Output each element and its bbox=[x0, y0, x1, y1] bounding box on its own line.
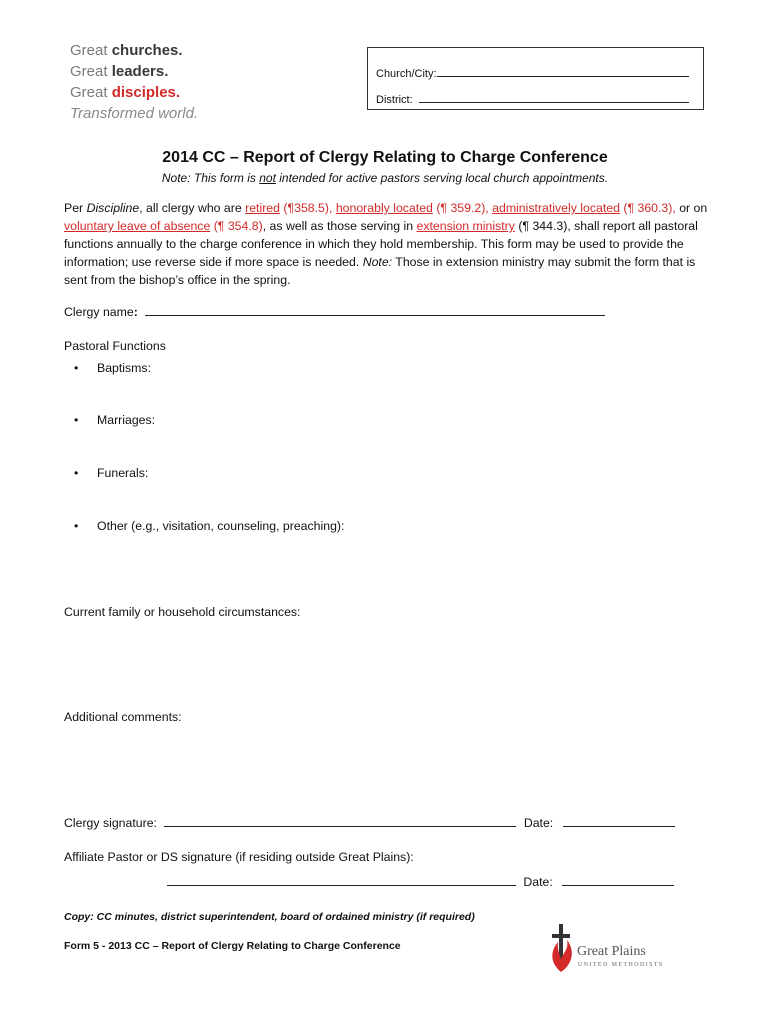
form-footer: Form 5 - 2013 CC – Report of Clergy Relating to Charge Conference bbox=[64, 940, 401, 952]
date-label: Date: bbox=[523, 875, 553, 889]
district-row bbox=[376, 91, 689, 106]
family-circumstances-label: Current family or household circumstances: bbox=[64, 605, 301, 619]
affiliate-signature-label: Affiliate Pastor or DS signature (if residing outside Great Plains): bbox=[64, 850, 414, 864]
page-title: 2014 CC – Report of Clergy Relating to Charge Conference bbox=[162, 149, 608, 166]
church-city-row bbox=[376, 65, 689, 80]
function-marriages[interactable]: • Marriages: bbox=[74, 413, 156, 427]
pastoral-functions-heading: Pastoral Functions bbox=[64, 339, 166, 353]
administratively-located-link[interactable]: administratively located bbox=[492, 201, 620, 215]
bullet-icon: • bbox=[74, 519, 79, 533]
great-plains-logo-subtext: UNITED METHODISTS bbox=[578, 962, 664, 968]
function-funerals[interactable]: • Funerals: bbox=[74, 466, 149, 480]
bullet-icon: • bbox=[74, 466, 79, 480]
copy-line: Copy: CC minutes, district superintendent, board of ordained ministry (if required) bbox=[64, 911, 475, 923]
great-plains-logo-text: Great Plains bbox=[577, 944, 646, 959]
clergy-signature-field[interactable] bbox=[164, 815, 516, 827]
tagline-logo: Great churches. Great leaders. Great disciples. Transformed world. bbox=[70, 42, 199, 122]
intro-paragraph: Per Discipline, all clergy who are retired (¶358.5), honorably located (¶ 359.2), administratively located (¶ 360.3), or on voluntary leave of absence (¶ 354.8), as well as those serving in extension ministry (¶ 344.3), shall report all pastoral functions annually to the charge conference in which they hold membership. This form may be used to provide the information; use reverse side if more space is needed. Note: Those in extension ministry may submit the form that is sent from the bishop’s office in the spring. bbox=[64, 201, 708, 287]
honorably-located-link[interactable]: honorably located bbox=[335, 201, 433, 215]
retired-link[interactable]: retired bbox=[245, 201, 280, 215]
affiliate-signature-row bbox=[167, 874, 674, 889]
clergy-signature-label: Clergy signature: bbox=[64, 816, 157, 830]
clergy-name-row: Clergy name: bbox=[64, 304, 605, 319]
additional-comments-label: Additional comments: bbox=[64, 710, 182, 724]
function-other[interactable]: • Other (e.g., visitation, counseling, preaching): bbox=[74, 519, 345, 533]
affiliate-date-field[interactable] bbox=[562, 874, 674, 886]
extension-ministry-link[interactable]: extension ministry bbox=[416, 219, 515, 233]
clergy-signature-row bbox=[64, 815, 675, 830]
church-city-label: Church/City: bbox=[376, 68, 437, 80]
district-field[interactable] bbox=[419, 91, 689, 103]
affiliate-signature-field[interactable] bbox=[167, 874, 516, 886]
note-line: Note: This form is not intended for active pastors serving local church appointments. bbox=[161, 171, 609, 185]
clergy-name-label: Clergy name bbox=[64, 305, 134, 319]
district-label: District: bbox=[376, 94, 413, 106]
clergy-date-field[interactable] bbox=[563, 815, 675, 827]
church-district-box bbox=[367, 47, 704, 110]
date-label: Date: bbox=[523, 816, 554, 830]
bullet-icon: • bbox=[74, 361, 79, 375]
cross-and-flame-icon bbox=[547, 922, 577, 974]
clergy-name-field[interactable] bbox=[145, 304, 605, 316]
voluntary-leave-link[interactable]: voluntary leave of absence bbox=[64, 219, 211, 233]
bullet-icon: • bbox=[74, 413, 79, 427]
church-city-field[interactable] bbox=[437, 65, 689, 77]
function-baptisms[interactable]: • Baptisms: bbox=[74, 361, 151, 375]
